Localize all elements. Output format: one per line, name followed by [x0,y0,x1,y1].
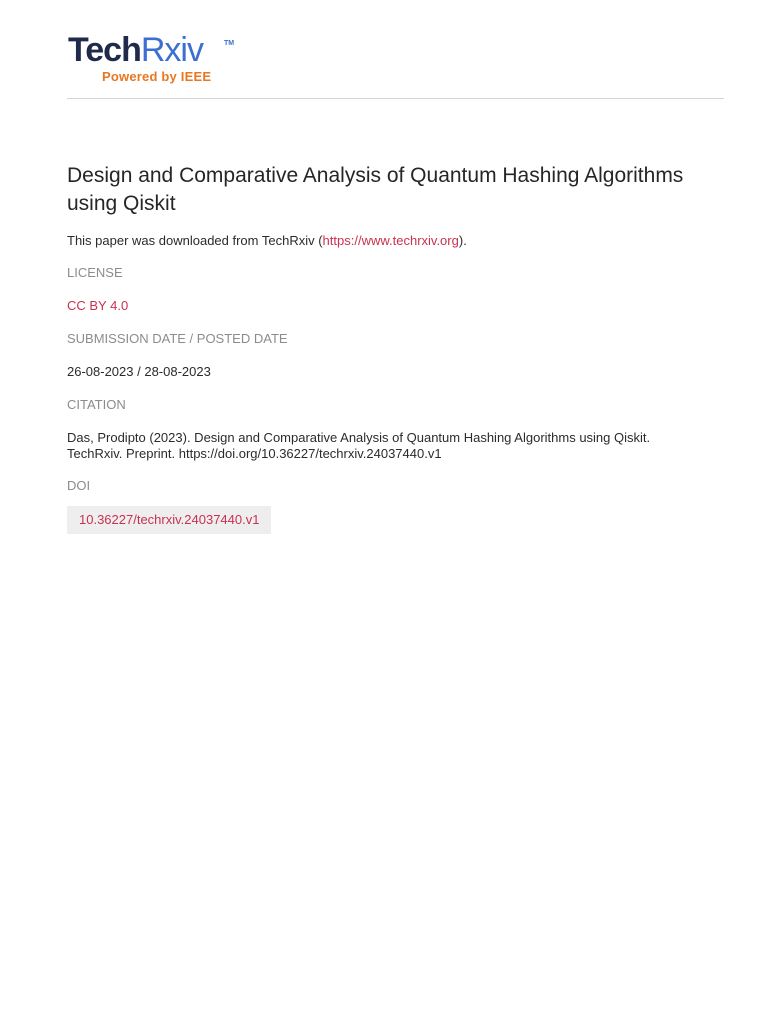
logo-wordmark [68,32,203,68]
techrxiv-link[interactable]: https://www.techrxiv.org [322,233,459,248]
citation-text: Das, Prodipto (2023). Design and Comparative Analysis of Quantum Hashing Algorithms using Qiskit. TechRxiv. Preprint. https://doi.org/10.36227/techrxiv.24037440.v1 [67,430,651,461]
dates-label: SUBMISSION DATE / POSTED DATE [67,331,288,346]
paper-title: Design and Comparative Analysis of Quantum Hashing Algorithms using Qiskit [67,164,684,215]
citation-label: CITATION [67,397,126,412]
license-link[interactable]: CC BY 4.0 [67,298,129,313]
logo-subtitle: Powered by IEEE [102,69,212,84]
doi-link[interactable]: 10.36227/techrxiv.24037440.v1 [67,506,271,534]
logo-tech-text: Tech [68,31,141,69]
license-label: LICENSE [67,265,123,280]
dates-value: 26-08-2023 / 28-08-2023 [67,364,211,379]
download-note [67,233,707,249]
download-note-prefix: This paper was downloaded from TechRxiv ( [67,233,323,248]
logo-trademark: TM [224,40,235,47]
doi-label: DOI [67,478,91,493]
header-divider [67,98,724,99]
logo-rxiv-text: Rxiv [140,31,203,69]
techrxiv-logo[interactable] [68,32,238,88]
download-note-suffix: ). [458,233,467,248]
